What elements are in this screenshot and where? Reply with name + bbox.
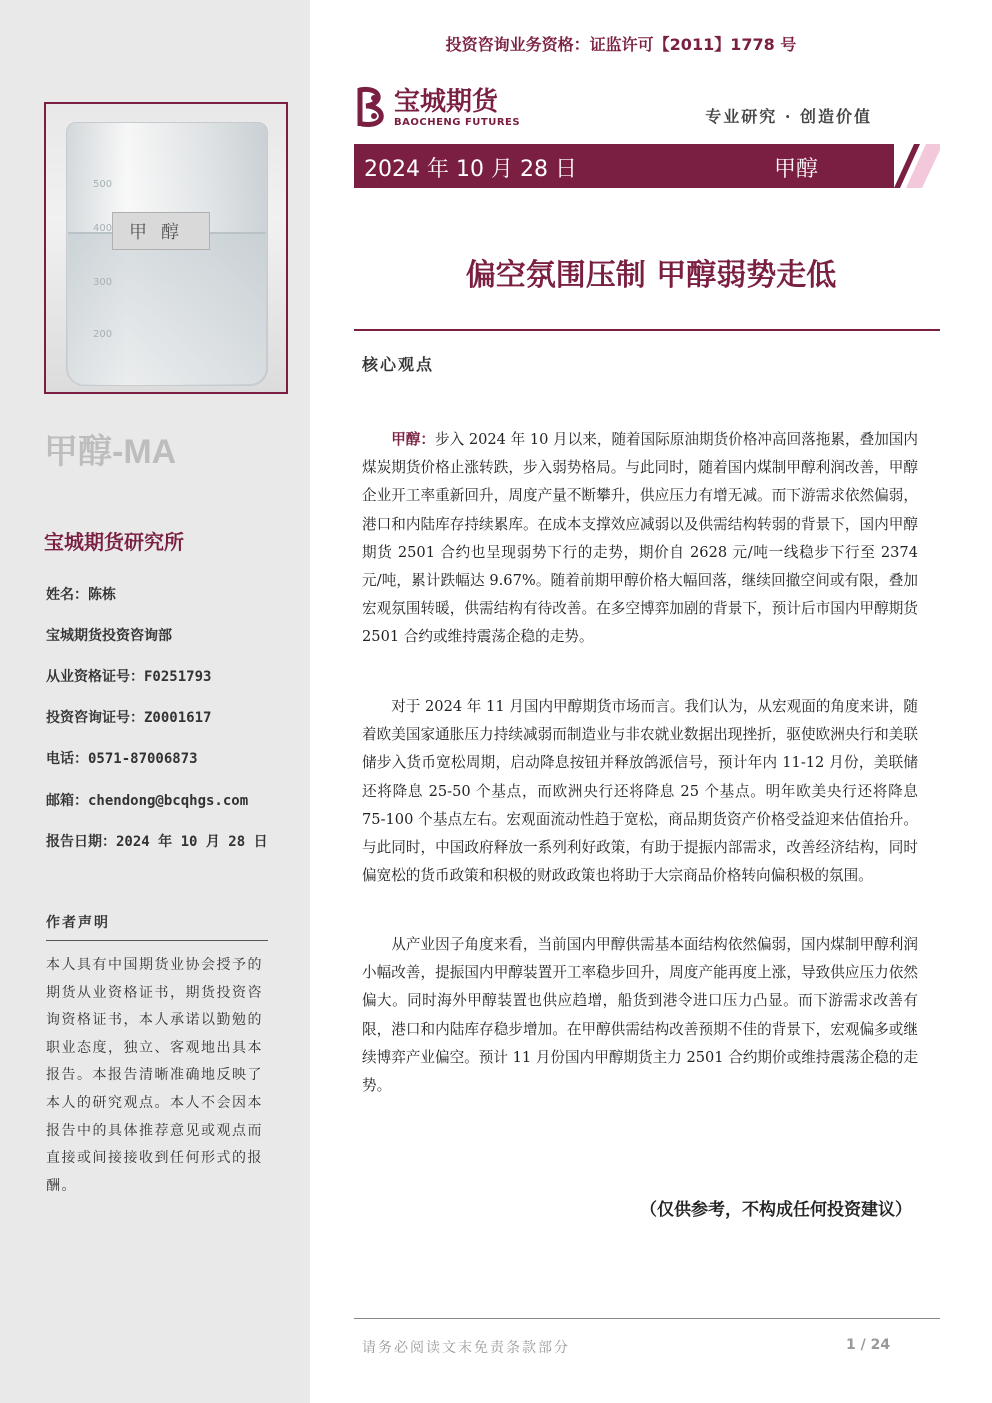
footer-divider <box>354 1318 940 1319</box>
title-divider <box>354 329 940 331</box>
phone: 电话：0571-87006873 <box>46 751 198 767</box>
license-line: 投资咨询业务资格：证监许可【2011】1778 号 <box>445 35 797 54</box>
core-paragraph-3: 从产业因子角度来看，当前国内甲醇供需基本面结构依然偏弱，国内煤制甲醇利润小幅改善，提振国内甲醇装置开工率稳步回升，周度产能再度上涨，导致供应压力依然偏大。同时海外甲醇装置也供应趋增，船货到港令进口压力凸显。而下游需求改善有限，港口和内陆库存稳步增加。在甲醇供需结构改善预期不佳的背景下，宏观偏多或继续博弈产业偏空。预计 11 月份国内甲醇期货主力 2501 合约期价或维持震荡企稳的走势。 <box>362 936 918 1095</box>
core-paragraph-2: 对于 2024 年 11 月国内甲醇期货市场而言。我们认为，从宏观面的角度来讲，随着欧美国家通胀压力持续减弱而制造业与非农就业数据出现挫折，驱使欧洲央行和美联储步入货币宽松周期，启动降息按钮并释放鸽派信号，预计年内 11-12 月份，美联储还将降息 25-50 个基点，而欧洲央行还将降息 25 个基点。明年欧美央行还将降息 75-100 个基点左右。宏观面流动性趋于宽松，商品期货资产价格受益迎来估值抬升。与此同时，中国政府释放一系列利好政策，有助于提振内部需求，改善经济结构，同时偏宽松的货币政策和积极的财政政策也将助于大宗商品价格转向偏积极的氛围。 <box>362 698 918 885</box>
logo-english: BAOCHENG FUTURES <box>394 116 521 128</box>
graduation-mark: 200 <box>93 329 113 340</box>
graduation-mark: 500 <box>93 179 113 190</box>
qualification-number: 从业资格证号：F0251793 <box>46 669 212 685</box>
banner-product: 甲醇 <box>774 157 819 182</box>
graduation-mark: 300 <box>93 277 113 288</box>
footer-disclaimer: 请务必阅读文末免责条款部分 <box>362 1340 570 1356</box>
page-number: 1 / 24 <box>846 1337 891 1353</box>
beaker-illustration <box>66 122 268 386</box>
banner-date: 2024 年 10 月 28 日 <box>364 157 577 182</box>
sidebar <box>0 0 310 1403</box>
date-banner <box>354 144 894 188</box>
banner-stripes-decoration <box>880 144 940 188</box>
declaration-text: 本人具有中国期货业协会授予的期货从业资格证书，期货投资咨询资格证书，本人承诺以勤勉的职业态度，独立、客观地出具本报告。本报告清晰准确地反映了本人的研究观点。本人不会因本报告中的具体推荐意见或观点而直接或间接接收到任何形式的报酬。 <box>46 957 263 1194</box>
logo-b-icon <box>354 84 390 130</box>
core-paragraph-1 <box>362 426 918 652</box>
slogan: 专业研究 · 创造价值 <box>705 107 872 126</box>
beaker-liquid <box>68 232 266 384</box>
email: 邮箱：chendong@bcqhgs.com <box>46 793 249 809</box>
divider <box>46 940 268 941</box>
consulting-number: 投资咨询证号：Z0001617 <box>46 710 212 726</box>
reference-note: （仅供参考，不构成任何投资建议） <box>640 1200 912 1220</box>
paragraph-text: 步入 2024 年 10 月以来，随着国际原油期货价格冲高回落拖累，叠加国内煤炭期货价格止涨转跌，步入弱势格局。与此同时，随着国内煤制甲醇利润改善，甲醇企业开工率重新回升，周度产量不断攀升，供应压力有增无减。而下游需求依然偏弱，港口和内陆库存持续累库。在成本支撑效应减弱以及供需结构转弱的背景下，国内甲醇期货 2501 合约也呈现弱势下行的走势，期价自 2628 元/吨一线稳步下行至 2374 元/吨，累计跌幅达 9.67%。随着前期甲醇价格大幅回落，继续回撤空间或有限，叠加宏观氛围转暖，供需结构有待改善。在多空博弈加剧的背景下，预计后市国内甲醇期货 2501 合约或维持震荡企稳的走势。 <box>362 431 918 646</box>
report-title: 偏空氛围压制 甲醇弱势走低 <box>465 258 837 293</box>
logo-chinese: 宝城期货 <box>394 86 499 117</box>
analyst-name: 姓名：陈栋 <box>46 587 116 603</box>
core-lead: 甲醇： <box>391 431 435 448</box>
declaration-title: 作者声明 <box>46 915 110 931</box>
beaker-label: 甲醇 <box>112 212 210 250</box>
core-view-title: 核心观点 <box>362 355 435 374</box>
department: 宝城期货投资咨询部 <box>46 628 172 644</box>
company-logo <box>354 84 520 130</box>
report-date: 报告日期：2024 年 10 月 28 日 <box>46 834 268 850</box>
product-code: 甲醇-MA <box>44 433 177 471</box>
cover-photo <box>44 102 288 394</box>
institute-name: 宝城期货研究所 <box>44 530 184 554</box>
graduation-mark: 400 <box>93 223 113 234</box>
